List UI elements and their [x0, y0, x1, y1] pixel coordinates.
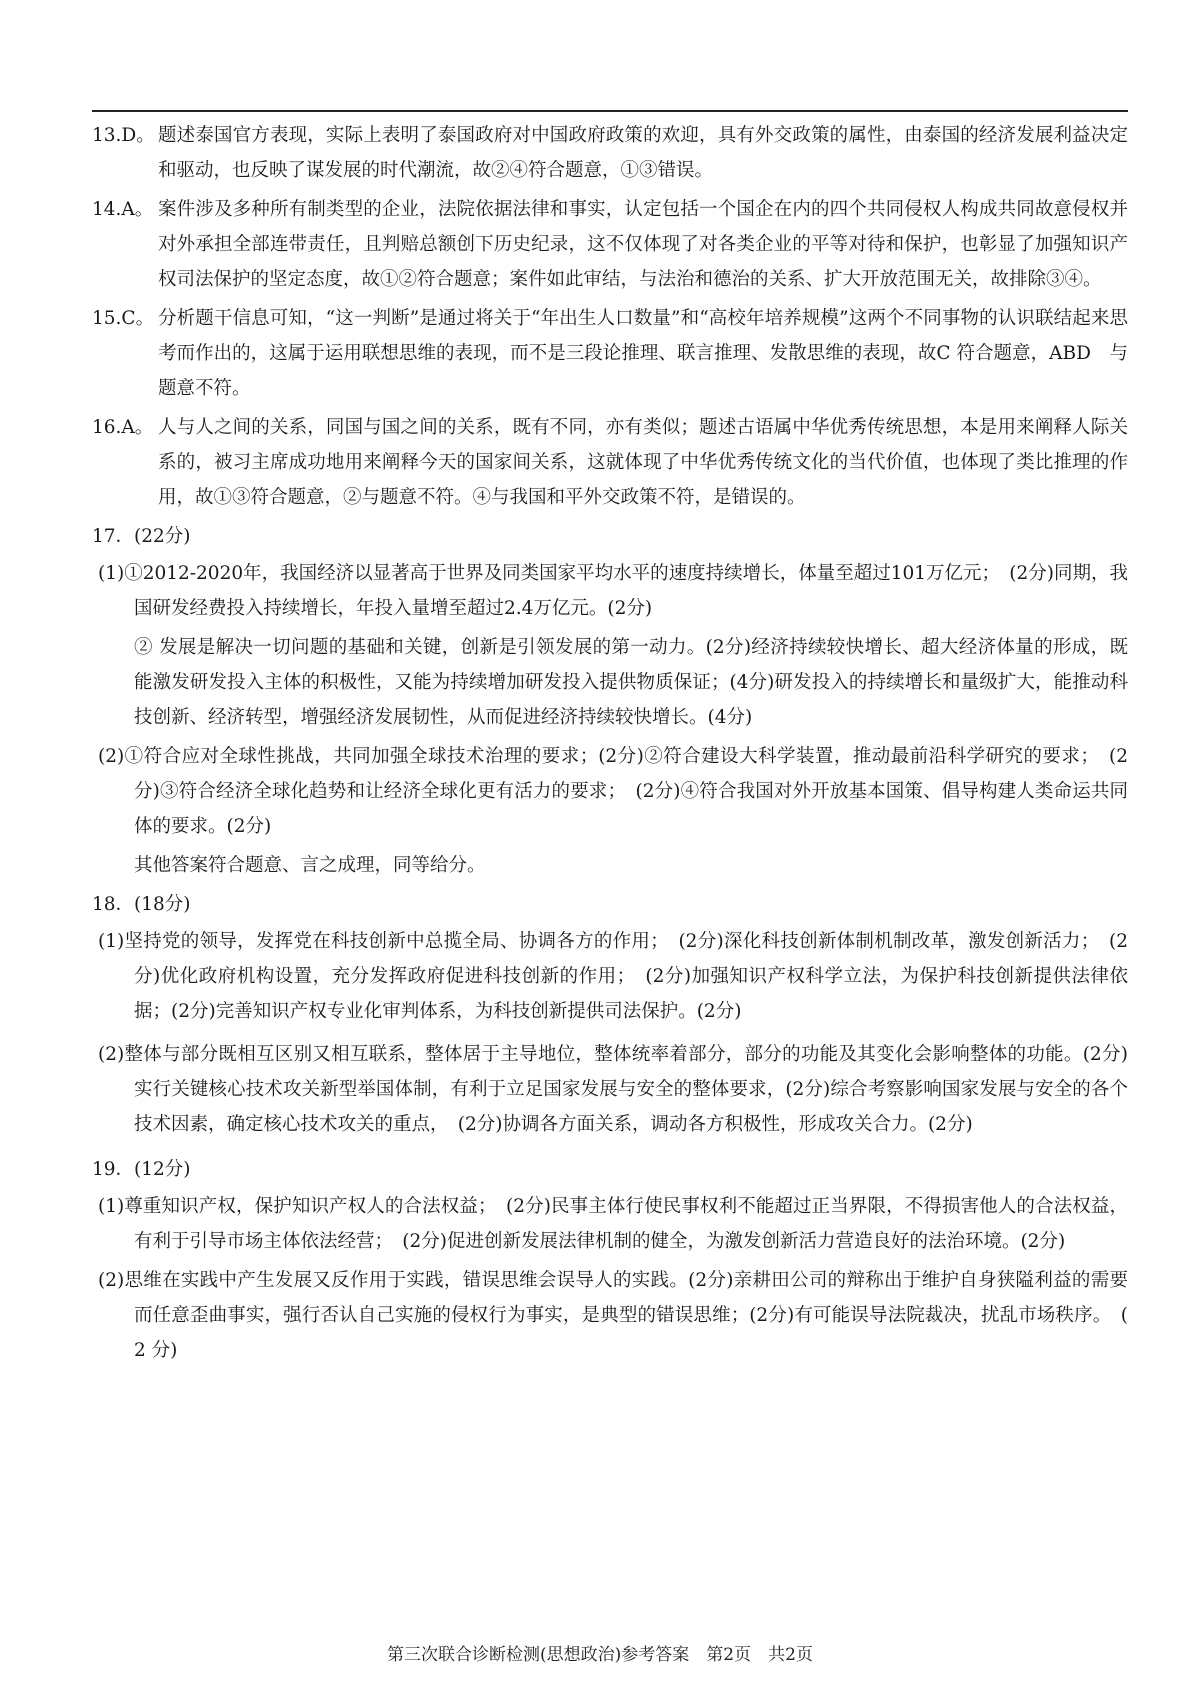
answer-text: 案件涉及多种所有制类型的企业，法院依据法律和事实，认定包括一个国企在内的四个共同侵权人构成共同故意侵权并对外承担全部连带责任，且判赔总额创下历史纪录，这不仅体现了对各类企业的平等对待和保护，也彰显了加强知识产权司法保护的坚定态度，故①②符合题意；案件如此审结，与法治和德治的关系、扩大开放范围无关，故排除③④。 [158, 199, 1128, 290]
answer-number: 15.C。 [92, 308, 155, 329]
answer-key-body [92, 118, 1128, 1372]
page-footer: 第三次联合诊断检测(思想政治)参考答案 第2页 共2页 [387, 1645, 813, 1665]
q19-part-1: (1)尊重知识产权，保护知识产权人的合法权益； (2分)民事主体行使民事权利不能超过正当界限，不得损害他人的合法权益，有利于引导市场主体依法经营； (2分)促进创新发展法律机制的健全，为激发创新活力营造良好的法治环境。(2分) [98, 1196, 1128, 1252]
answer-number: 14.A。 [92, 199, 154, 220]
answer-text: 题述泰国官方表现，实际上表明了泰国政府对中国政府政策的欢迎，具有外交政策的属性，由泰国的经济发展利益决定和驱动，也反映了谋发展的时代潮流，故②④符合题意，①③错误。 [158, 125, 1128, 181]
q17-note: 其他答案符合题意、言之成理，同等给分。 [134, 855, 486, 876]
answer-text: 人与人之间的关系，同国与国之间的关系，既有不同，亦有类似；题述古语属中华优秀传统思想，本是用来阐释人际关系的，被习主席成功地用来阐释今天的国家间关系，这就体现了中华优秀传统文化的当代价值，也体现了类比推理的作用，故①③符合题意，②与题意不符。④与我国和平外交政策不符，是错误的。 [158, 417, 1128, 508]
answer-16 [92, 410, 1128, 515]
answer-15 [92, 301, 1128, 406]
answer-text: 分析题干信息可知，“这一判断”是通过将关于“年出生人口数量”和“高校年培养规模”这两个不同事物的认识联结起来思考而作出的，这属于运用联想思维的表现，而不是三段论推理、联言推理、发散思维的表现，故C 符合题意，ABD 与题意不符。 [158, 308, 1128, 399]
q19-part-2: (2)思维在实践中产生发展又反作用于实践，错误思维会误导人的实践。(2分)亲耕田公司的辩称出于维护自身狭隘利益的需要而任意歪曲事实，强行否认自己实施的侵权行为事实，是典型的错误思维；(2分)有可能误导法院裁决，扰乱市场秩序。 ( 2 分) [98, 1270, 1128, 1361]
question-19-heading: 19．(12分) [92, 1159, 191, 1180]
q17-part-2: (2)①符合应对全球性挑战，共同加强全球技术治理的要求；(2分)②符合建设大科学装置，推动最前沿科学研究的要求； (2分)③符合经济全球化趋势和让经济全球化更有活力的要求； (2分)④符合我国对外开放基本国策、倡导构建人类命运共同体的要求。(2分) [98, 746, 1128, 837]
header-rule [92, 110, 1128, 112]
answer-14 [92, 192, 1128, 297]
q18-part-1: (1)坚持党的领导，发挥党在科技创新中总揽全局、协调各方的作用； (2分)深化科技创新体制机制改革，激发创新活力； (2分)优化政府机构设置，充分发挥政府促进科技创新的作用； (2分)加强知识产权科学立法，为保护科技创新提供法律依据；(2分)完善知识产权专业化审判体系，为科技创新提供司法保护。(2分) [98, 931, 1128, 1022]
answer-number: 16.A。 [92, 417, 154, 438]
question-18-heading: 18．(18分) [92, 894, 191, 915]
answer-13 [92, 118, 1128, 188]
q17-part-1: (1)①2012-2020年，我国经济以显著高于世界及同类国家平均水平的速度持续增长，体量至超过101万亿元； (2分)同期，我国研发经费投入持续增长，年投入量增至超过2.4万亿元。(2分) [98, 563, 1128, 619]
q17-part-1-continued: ② 发展是解决一切问题的基础和关键，创新是引领发展的第一动力。(2分)经济持续较快增长、超大经济体量的形成，既能激发研发投入主体的积极性，又能为持续增加研发投入提供物质保证；(4分)研发投入的持续增长和量级扩大，能推动科技创新、经济转型，增强经济发展韧性，从而促进经济持续较快增长。(4分) [134, 637, 1128, 728]
question-17-heading: 17．(22分) [92, 526, 191, 547]
answer-number: 13.D。 [92, 125, 155, 146]
q18-part-2: (2)整体与部分既相互区别又相互联系，整体居于主导地位，整体统率着部分，部分的功能及其变化会影响整体的功能。(2分)实行关键核心技术攻关新型举国体制，有利于立足国家发展与安全的整体要求，(2分)综合考察影响国家发展与安全的各个技术因素，确定核心技术攻关的重点， (2分)协调各方面关系，调动各方积极性，形成攻关合力。(2分) [98, 1044, 1128, 1135]
